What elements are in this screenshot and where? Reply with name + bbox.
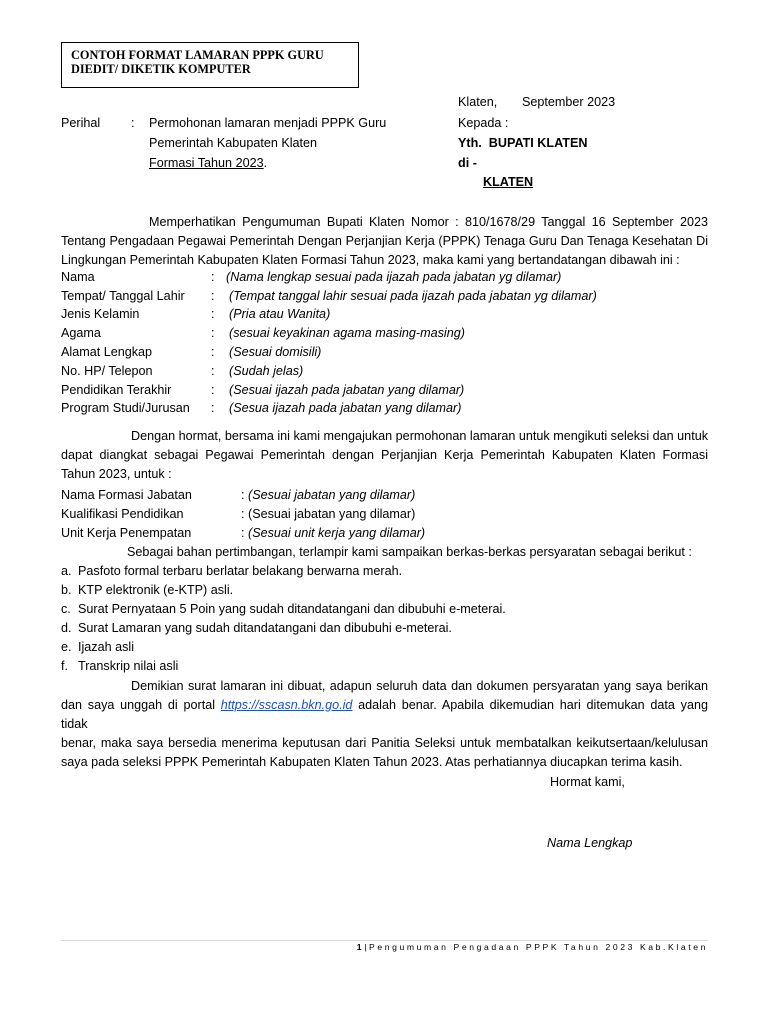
recipient-yth-name: BUPATI KLATEN bbox=[488, 136, 588, 150]
formation-value-wrap bbox=[241, 507, 415, 521]
closing-line-4: saya pada seleksi PPPK Pemerintah Kabupaten Klaten Tahun 2023. Atas perhatiannya diucapkan terima kasih. bbox=[61, 755, 683, 769]
field-colon: : bbox=[211, 345, 215, 359]
field-colon: : bbox=[211, 289, 215, 303]
closing-line-1: Demikian surat lamaran ini dibuat, adapun seluruh data dan dokumen persyaratan yang saya berikan bbox=[131, 679, 708, 693]
recipient-di: di - bbox=[458, 156, 477, 170]
sscasn-link[interactable]: https://sscasn.bkn.go.id bbox=[220, 698, 353, 712]
field-colon: : bbox=[211, 401, 215, 415]
perihal-period: . bbox=[263, 156, 268, 170]
footer-separator: | bbox=[364, 942, 370, 952]
field-value: (Sesuai ijazah pada jabatan yang dilamar) bbox=[229, 383, 465, 397]
signature-salutation: Hormat kami, bbox=[550, 775, 625, 789]
formation-label: Kualifikasi Pendidikan bbox=[61, 507, 184, 521]
recipient-yth bbox=[458, 136, 587, 150]
footer-rule bbox=[61, 940, 708, 941]
list-text: Surat Lamaran yang sudah ditandatangani dan dibubuhi e-meterai. bbox=[78, 621, 452, 635]
field-colon: : bbox=[211, 326, 215, 340]
request-paragraph bbox=[61, 427, 708, 484]
perihal-formasi: Formasi Tahun 2023 bbox=[149, 156, 264, 170]
formation-label: Nama Formasi Jabatan bbox=[61, 488, 192, 502]
formation-value: (Sesuai jabatan yang dilamar) bbox=[248, 507, 416, 521]
field-row-jenis-kelamin bbox=[61, 307, 708, 326]
list-text: Surat Pernyataan 5 Poin yang sudah ditandatangani dan dibubuhi e-meterai. bbox=[78, 602, 506, 616]
header-line-2: DIEDIT/ DIKETIK KOMPUTER bbox=[71, 62, 251, 76]
field-label: Alamat Lengkap bbox=[61, 345, 153, 359]
list-marker: b. bbox=[61, 583, 72, 597]
formation-value: (Sesuai jabatan yang dilamar) bbox=[248, 488, 416, 502]
closing-paragraph bbox=[61, 677, 708, 772]
request-line-1: Dengan hormat, bersama ini kami mengajukan permohonan lamaran untuk mengikuti seleksi dan untuk bbox=[131, 429, 708, 443]
formation-row-unit-kerja bbox=[61, 526, 708, 544]
field-colon: : bbox=[211, 307, 215, 321]
field-row-nama bbox=[61, 270, 708, 289]
field-label: Pendidikan Terakhir bbox=[61, 383, 172, 397]
perihal-label: Perihal bbox=[61, 116, 101, 130]
formation-colon: : bbox=[241, 488, 248, 502]
field-row-ttl bbox=[61, 289, 708, 308]
list-marker: a. bbox=[61, 564, 72, 578]
footer-text: Pengumuman Pengadaan PPPK Tahun 2023 Kab.Klaten bbox=[369, 942, 708, 952]
perihal-colon: : bbox=[131, 116, 135, 130]
formation-value-wrap bbox=[241, 526, 425, 540]
field-value: (Sesua ijazah pada jabatan yang dilamar) bbox=[229, 401, 462, 415]
closing-line-2-pre: dan saya unggah di portal bbox=[61, 698, 221, 712]
list-text: Ijazah asli bbox=[78, 640, 135, 654]
formation-colon: : bbox=[241, 507, 248, 521]
field-value: (Sesuai domisili) bbox=[229, 345, 322, 359]
field-row-hp bbox=[61, 364, 708, 383]
date-month-year: September 2023 bbox=[522, 95, 616, 109]
formation-label: Unit Kerja Penempatan bbox=[61, 526, 192, 540]
formation-value-wrap bbox=[241, 488, 415, 502]
recipient-yth-prefix: Yth. bbox=[458, 136, 482, 150]
perihal-line-1: Permohonan lamaran menjadi PPPK Guru bbox=[149, 116, 387, 130]
page-number: 1 bbox=[356, 942, 365, 952]
intro-paragraph bbox=[61, 213, 708, 270]
field-label: Agama bbox=[61, 326, 101, 340]
list-marker: e. bbox=[61, 640, 72, 654]
perihal-line-2: Pemerintah Kabupaten Klaten bbox=[149, 136, 318, 150]
attachments-intro: Sebagai bahan pertimbangan, terlampir kami sampaikan berkas-berkas persyaratan sebagai berikut : bbox=[127, 545, 692, 559]
header-line-1: CONTOH FORMAT LAMARAN PPPK GURU bbox=[71, 48, 324, 62]
page-footer bbox=[357, 942, 708, 952]
field-row-alamat bbox=[61, 345, 708, 364]
field-row-prodi bbox=[61, 401, 708, 420]
field-label: No. HP/ Telepon bbox=[61, 364, 153, 378]
closing-line-2 bbox=[61, 696, 708, 734]
closing-line-3: benar, maka saya bersedia menerima keputusan dari Panitia Seleksi untuk membatalkan keikutsertaan/kelulusan bbox=[61, 736, 708, 750]
list-text: Pasfoto formal terbaru berlatar belakang berwarna merah. bbox=[78, 564, 403, 578]
field-label: Tempat/ Tanggal Lahir bbox=[61, 289, 185, 303]
formation-row-jabatan bbox=[61, 488, 708, 506]
formation-row-kualifikasi bbox=[61, 507, 708, 525]
header-box bbox=[61, 42, 359, 88]
field-label: Program Studi/Jurusan bbox=[61, 401, 190, 415]
field-colon: : bbox=[211, 270, 215, 284]
list-text: KTP elektronik (e-KTP) asli. bbox=[78, 583, 234, 597]
field-value: (Pria atau Wanita) bbox=[229, 307, 331, 321]
request-line-2: dapat diangkat sebagai Pegawai Pemerintah dengan Perjanjian Kerja Pemerintah Kabupaten Klaten Formasi bbox=[61, 448, 708, 462]
field-value: (Tempat tanggal lahir sesuai pada ijazah pada jabatan yg dilamar) bbox=[229, 289, 597, 303]
intro-line-3: Lingkungan Pemerintah Kabupaten Klaten Formasi Tahun 2023, maka kami yang bertandatangan dibawah ini : bbox=[61, 253, 680, 267]
perihal-line-3 bbox=[149, 156, 267, 170]
intro-line-1: Memperhatikan Pengumuman Bupati Klaten Nomor : 810/1678/29 Tanggal 16 September 2023 bbox=[149, 215, 708, 229]
field-value: (sesuai keyakinan agama masing-masing) bbox=[229, 326, 465, 340]
intro-line-2: Tentang Pengadaan Pegawai Pemerintah Dengan Perjanjian Kerja (PPPK) Tenaga Guru Dan Tenaga Kesehatan Di bbox=[61, 234, 708, 248]
field-row-agama bbox=[61, 326, 708, 345]
date-city: Klaten, bbox=[458, 95, 498, 109]
field-colon: : bbox=[211, 383, 215, 397]
list-text: Transkrip nilai asli bbox=[78, 659, 179, 673]
field-colon: : bbox=[211, 364, 215, 378]
formation-colon: : bbox=[241, 526, 248, 540]
field-row-pendidikan bbox=[61, 383, 708, 402]
closing-line-2-post: adalah benar. Apabila dikemudian hari ditemukan data yang tidak bbox=[61, 698, 708, 731]
list-marker: f. bbox=[61, 659, 68, 673]
field-label: Jenis Kelamin bbox=[61, 307, 140, 321]
recipient-city: KLATEN bbox=[483, 175, 534, 189]
field-label: Nama bbox=[61, 270, 95, 284]
list-marker: c. bbox=[61, 602, 71, 616]
signature-name: Nama Lengkap bbox=[547, 836, 633, 850]
field-value: (Nama lengkap sesuai pada ijazah pada jabatan yg dilamar) bbox=[226, 270, 562, 284]
request-line-3: Tahun 2023, untuk : bbox=[61, 467, 172, 481]
recipient-kepada: Kepada : bbox=[458, 116, 509, 130]
field-value: (Sudah jelas) bbox=[229, 364, 304, 378]
list-marker: d. bbox=[61, 621, 72, 635]
formation-value: (Sesuai unit kerja yang dilamar) bbox=[248, 526, 426, 540]
